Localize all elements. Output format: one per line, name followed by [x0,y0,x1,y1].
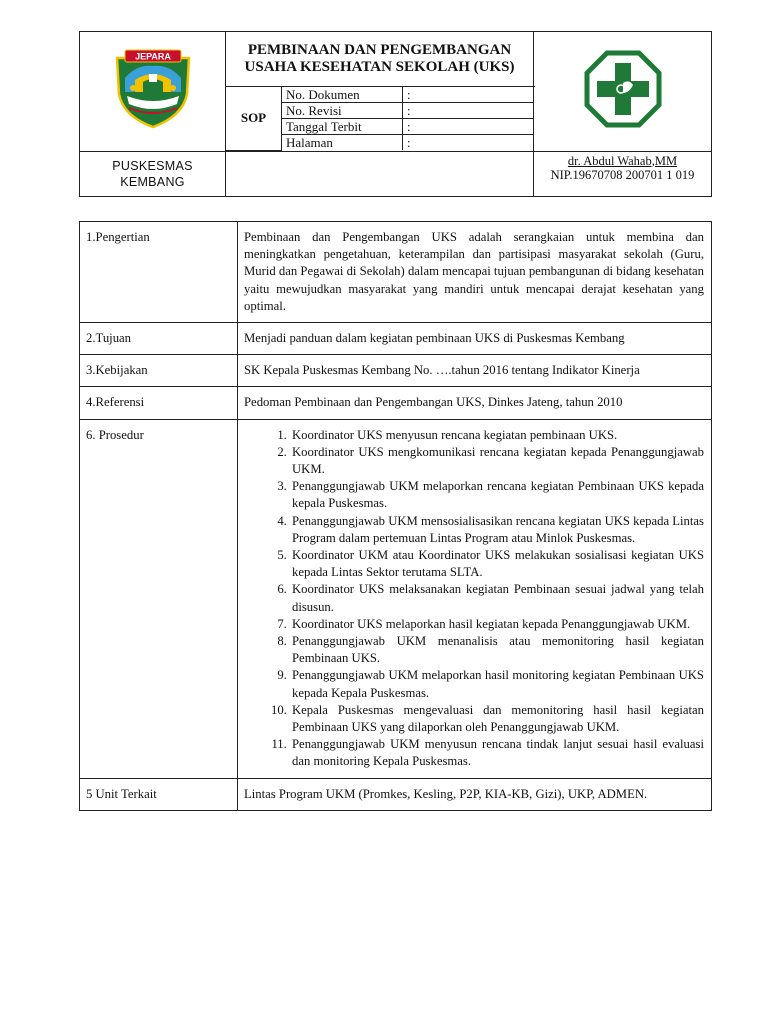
prosedur-step: 6. Koordinator UKS melaksanakan kegiatan Pembinaan sesuai jadwal yang telah disusun. [290,581,704,615]
tujuan-label: 2.Tujuan [80,323,238,355]
referensi-label: 4.Referensi [80,387,238,419]
row-unit-terkait [80,778,712,810]
row-tujuan [80,323,712,355]
row-referensi [80,387,712,419]
no-dokumen-label: No. Dokumen [282,87,403,103]
org-line-2: KEMBANG [120,174,185,189]
prosedur-step: 10. Kepala Puskesmas mengevaluasi dan memonitoring hasil hasil kegiatan Pembinaan UKS yang dilaporkan oleh Penanggungjawab UKM. [290,702,704,736]
no-revisi-value: : [403,103,534,119]
sop-info-table [226,87,533,151]
prosedur-step: 3. Penanggungjawab UKM melaporkan rencana kegiatan Pembinaan UKS kepada kepala Puskesmas. [290,478,704,512]
prosedur-step: 8. Penanggungjawab UKM menanalisis atau memonitoring hasil kegiatan Pembinaan UKS. [290,633,704,667]
puskesmas-logo-cell [534,32,712,152]
jepara-emblem-icon [111,48,195,130]
prosedur-step: 4. Penanggungjawab UKM mensosialisasikan rencana kegiatan UKS kepada Lintas Program dalam pertemuan Lintas Program atau Minlok Puskesmas. [290,513,704,547]
signature-blank-cell [226,151,534,196]
prosedur-step: 11. Penanggungjawab UKM menyusun rencana tindak lanjut sesuai hasil evaluasi dan monitoring Kepala Puskesmas. [290,736,704,770]
signer-block [534,151,712,196]
sop-header [79,31,712,197]
row-kebijakan [80,355,712,387]
unit-terkait-label: 5 Unit Terkait [80,778,238,810]
kebijakan-label: 3.Kebijakan [80,355,238,387]
referensi-text: Pedoman Pembinaan dan Pengembangan UKS, Dinkes Jateng, tahun 2010 [238,387,712,419]
signer-nip: NIP.19670708 200701 1 019 [550,167,695,182]
no-dokumen-value: : [403,87,534,103]
prosedur-steps-cell [238,419,712,778]
prosedur-step: 2. Koordinator UKS mengkomunikasi rencana kegiatan kepada Penanggungjawab UKM. [290,444,704,478]
jepara-logo-text: JEPARA [134,51,171,62]
sop-content-table [79,221,712,811]
puskesmas-cross-icon [583,49,663,129]
sop-label: SOP [226,87,282,150]
prosedur-step: 9. Penanggungjawab UKM melaporkan hasil monitoring kegiatan Pembinaan UKS kepada Kepala Puskesmas. [290,667,704,701]
prosedur-step: 5. Koordinator UKM atau Koordinator UKS melakukan sosialisasi kegiatan UKS kepada Lintas Sektor terutama SLTA. [290,547,704,581]
kebijakan-text: SK Kepala Puskesmas Kembang No. ….tahun 2016 tentang Indikator Kinerja [238,355,712,387]
tujuan-text: Menjadi panduan dalam kegiatan pembinaan UKS di Puskesmas Kembang [238,323,712,355]
prosedur-step: 7. Koordinator UKS melaporkan hasil kegiatan kepada Penanggungjawab UKM. [290,616,704,633]
tanggal-terbit-value: : [403,119,534,135]
pengertian-text: Pembinaan dan Pengembangan UKS adalah serangkaian untuk membina dan meningkatkan pengetahuan, keterampilan dan partisipasi masyarakat sekolah (Guru, Murid dan Pegawai di Sekolah) dalam mencapai tujuan pembangunan di bidang kesehatan yaitu mewujudkan masyarakat yang mandiri untuk mencapai derajat kesehatan yang optimal. [238,222,712,323]
halaman-label: Halaman [282,135,403,151]
prosedur-label: 6. Prosedur [80,419,238,778]
jepara-logo-cell [80,32,226,152]
no-revisi-label: No. Revisi [282,103,403,119]
tanggal-terbit-label: Tanggal Terbit [282,119,403,135]
organization-name [80,151,226,196]
prosedur-list [244,427,704,771]
row-pengertian [80,222,712,323]
halaman-value: : [403,135,534,151]
row-prosedur [80,419,712,778]
prosedur-step: 1. Koordinator UKS menyusun rencana kegiatan pembinaan UKS. [290,427,704,444]
unit-terkait-text: Lintas Program UKM (Promkes, Kesling, P2P, KIA-KB, Gizi), UKP, ADMEN. [238,778,712,810]
org-line-1: PUSKESMAS [112,158,193,173]
pengertian-label: 1.Pengertian [80,222,238,323]
sop-info-block [226,87,534,152]
document-title: PEMBINAAN DAN PENGEMBANGAN USAHA KESEHATAN SEKOLAH (UKS) [226,32,534,87]
signer-name: dr. Abdul Wahab,MM [567,153,678,168]
